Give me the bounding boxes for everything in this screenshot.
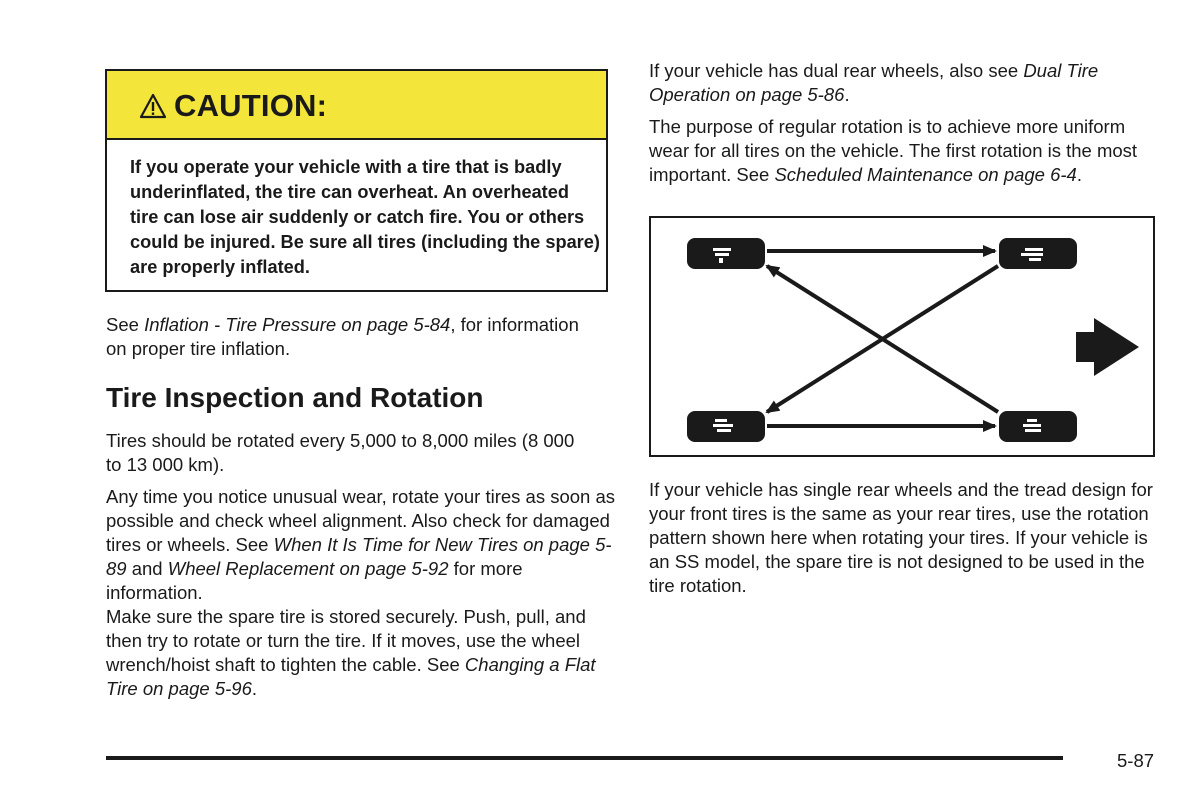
flat-tire-link[interactable]: Changing a Flat Tire on page 5-96 <box>106 654 596 699</box>
footer-rule <box>106 756 1063 760</box>
section-heading: Tire Inspection and Rotation <box>106 382 484 413</box>
front-right-tire-icon <box>999 238 1077 269</box>
single-rear-paragraph: If your vehicle has single rear wheels and the tread design for your front tires is the same as your rear tires, use the rotation pattern shown here when rotating your tires. If your vehicle is an SS model, the spare tire is not designed to be used in the tire rotation. <box>649 479 1153 596</box>
dual-tire-link[interactable]: Dual Tire Operation on page 5-86 <box>649 60 1099 105</box>
rear-left-tire-icon <box>687 411 765 442</box>
rear-right-tire-icon <box>999 411 1077 442</box>
caution-header <box>107 71 606 140</box>
text: for more information. <box>106 558 523 603</box>
page-number: 5-87 <box>1117 750 1155 771</box>
dual-rear-paragraph <box>649 59 1154 107</box>
text: If your vehicle has dual rear wheels, also see <box>649 60 1024 81</box>
text: Any time you notice unusual wear, rotate your tires as soon as possible and check wheel alignment. Also check for damaged tires or wheels. See <box>106 486 616 555</box>
unusual-wear-paragraph <box>106 485 618 605</box>
text: . <box>844 84 850 105</box>
scheduled-maintenance-link[interactable]: Scheduled Maintenance on page 6-4 <box>774 164 1077 185</box>
text: See <box>106 314 145 335</box>
warning-triangle-icon <box>139 93 167 119</box>
front-left-tire-icon <box>687 238 765 269</box>
tire-rotation-diagram <box>649 216 1155 457</box>
text: . <box>1076 164 1082 185</box>
see-inflation-paragraph <box>106 313 586 361</box>
wheel-replacement-link[interactable]: Wheel Replacement on page 5-92 <box>167 558 449 579</box>
rotation-interval-paragraph: Tires should be rotated every 5,000 to 8,000 miles (8 000 to 13 000 km). <box>106 430 575 475</box>
caution-box <box>105 69 608 292</box>
caution-text: If you operate your vehicle with a tire that is badly underinflated, the tire can overheat. An overheated tire can lose air suddenly or catch fire. You or others could be injured. Be sure all tires (including the spare) are properly inflated. <box>130 157 600 277</box>
new-tires-link[interactable]: When It Is Time for New Tires on page 5-89 <box>106 534 612 579</box>
text: , for information on proper tire inflation. <box>106 314 579 359</box>
text: Make sure the spare tire is stored securely. Push, pull, and then try to rotate or turn the tire. If it moves, use the wheel wrench/hoist shaft to tighten the cable. See <box>106 606 586 675</box>
inflation-link[interactable]: Inflation - Tire Pressure on page 5-84 <box>144 314 451 335</box>
caution-title: CAUTION: <box>174 88 328 123</box>
forward-arrow-icon <box>1076 318 1139 376</box>
text: The purpose of regular rotation is to achieve more uniform wear for all tires on the vehicle. The first rotation is the most important. See <box>649 116 1138 185</box>
spare-tire-paragraph <box>106 605 606 701</box>
text: and <box>126 558 168 579</box>
text: . <box>251 678 258 699</box>
rotation-purpose-paragraph <box>649 115 1159 187</box>
